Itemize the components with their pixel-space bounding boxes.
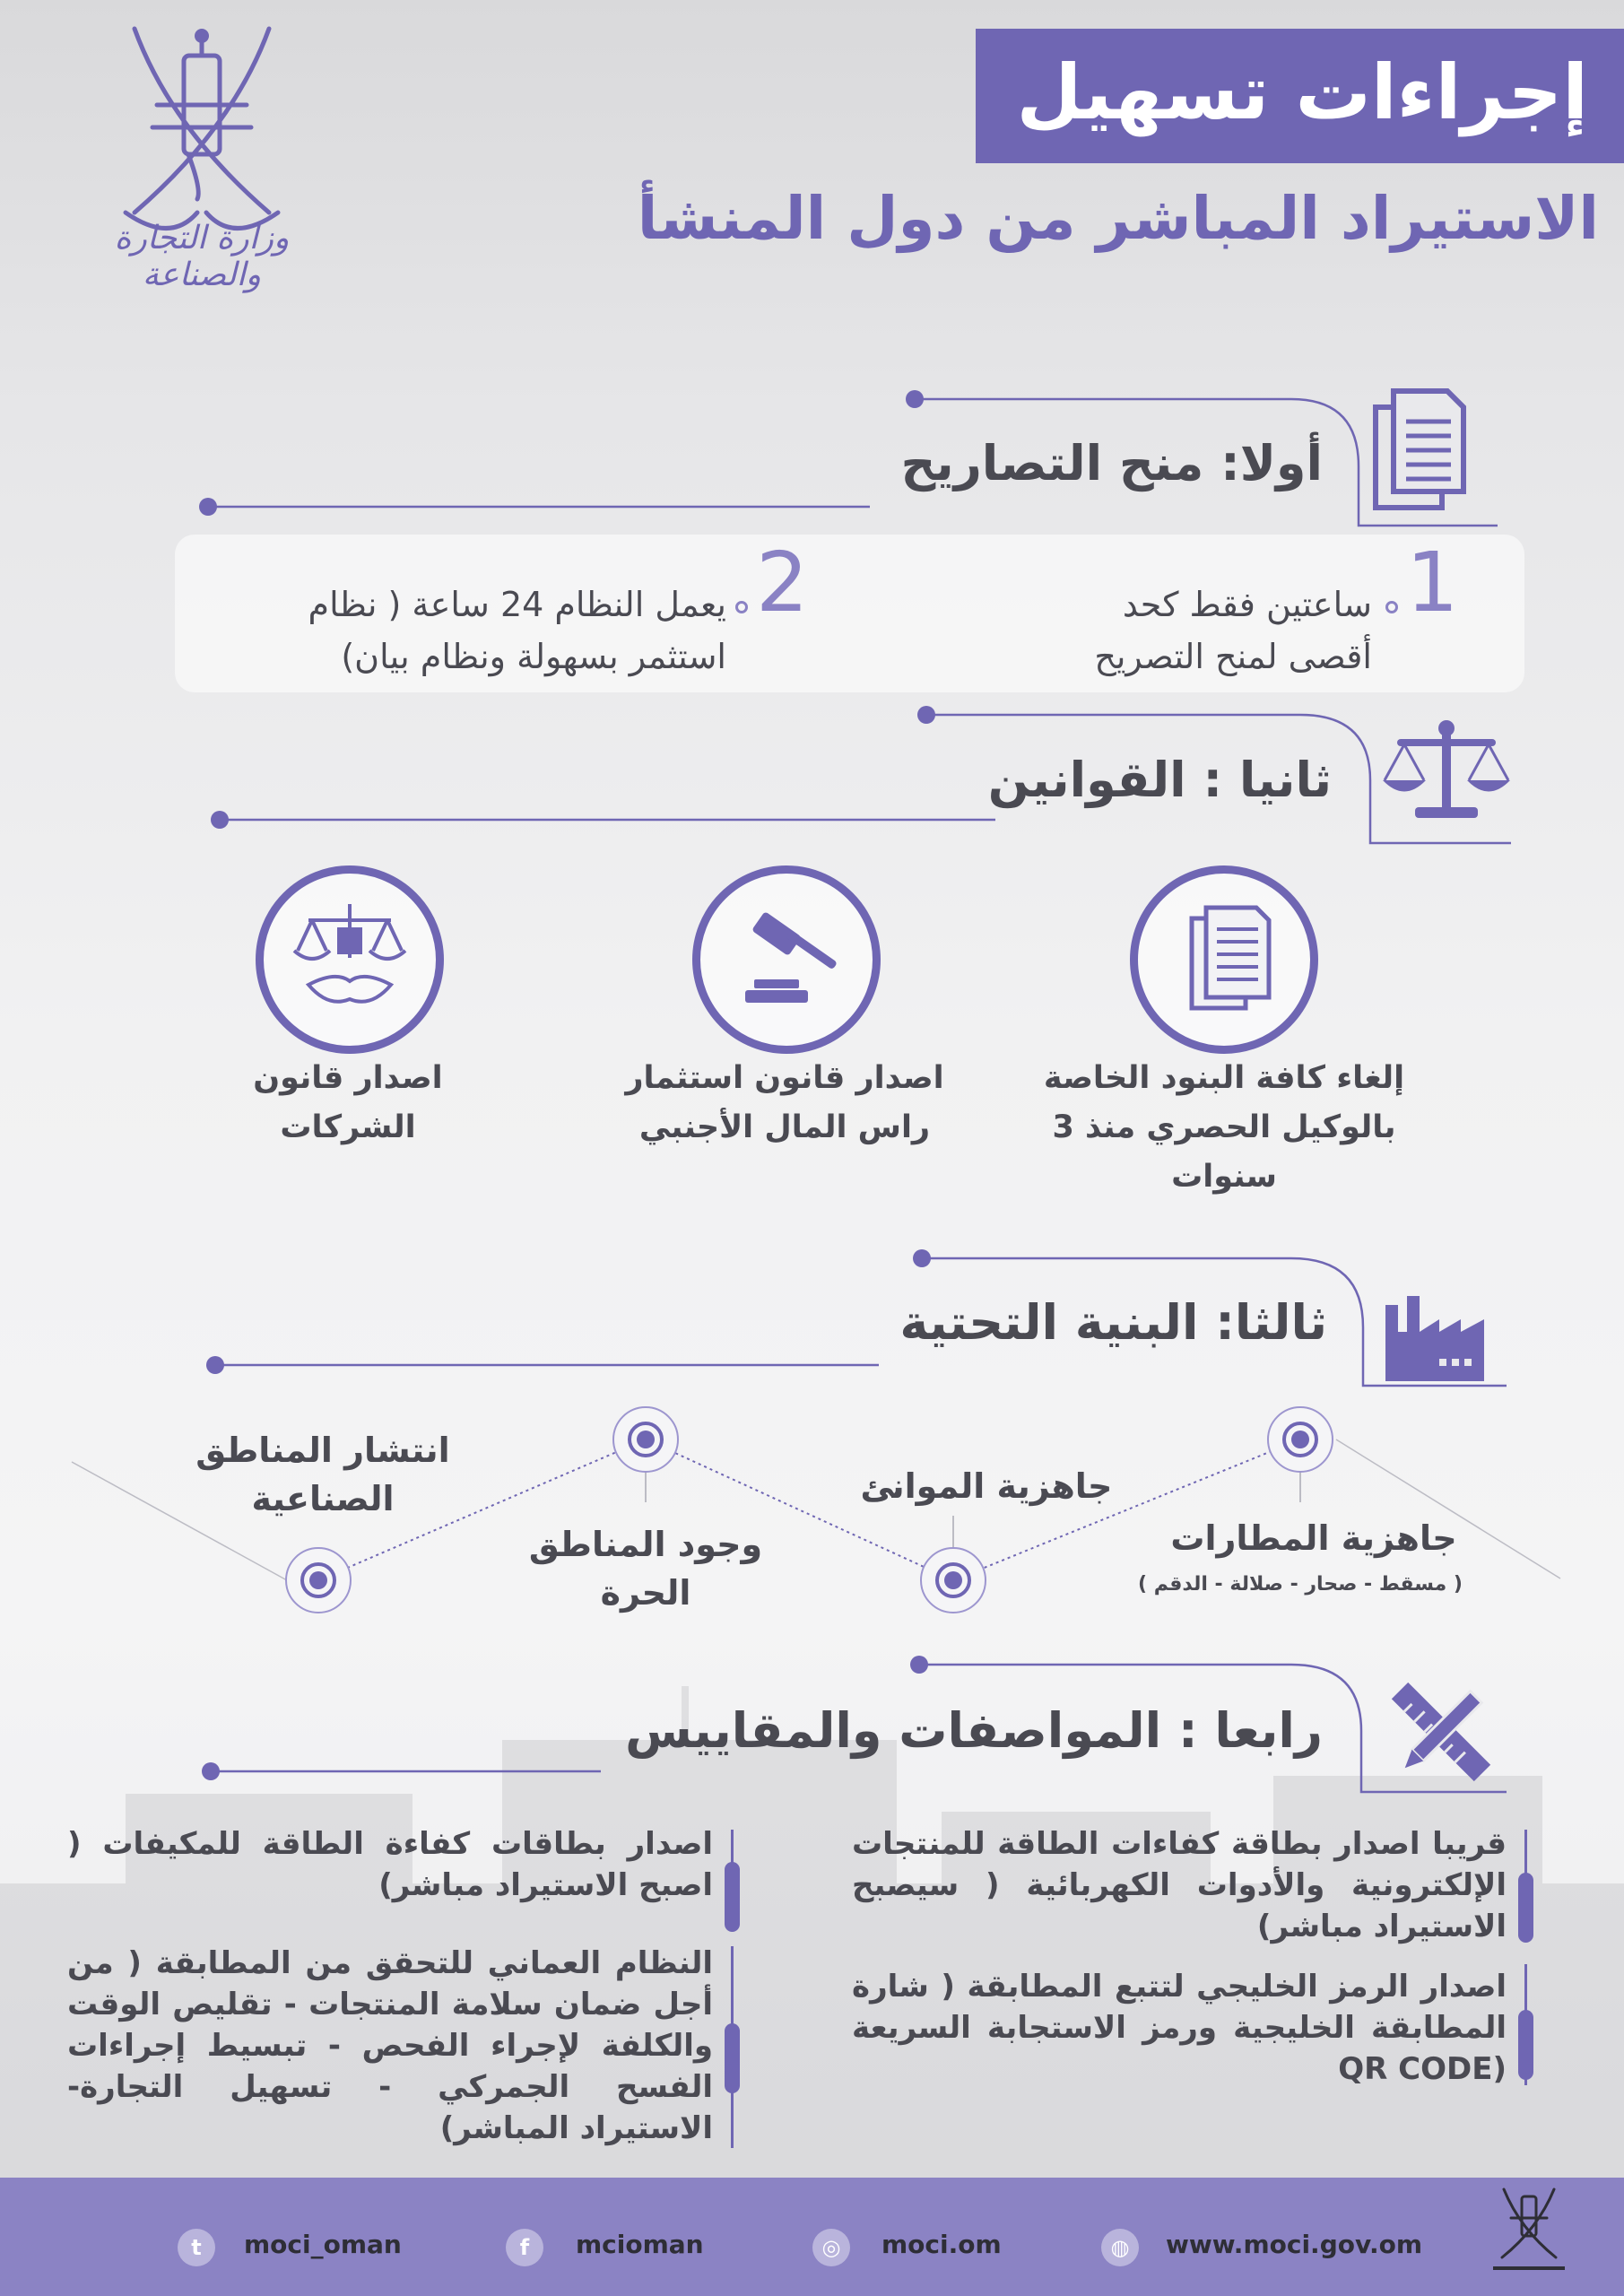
spec-item-4: النظام العماني للتحقق من المطابقة ( من أجل ضمان سلامة المنتجات - تقليص الوقت والكلفة لإجراء الفحص - تبسيط إجراءات الفسح الجمركي - تسهيل التجارة- الاستيراد المباشر) bbox=[67, 1945, 713, 2146]
spec-bar-4 bbox=[731, 1946, 734, 2148]
gavel-icon bbox=[718, 891, 855, 1028]
spec-item-3: اصدار بطاقات كفاءة الطاقة للمكيفات ( اصبح الاستيراد مباشر) bbox=[67, 1826, 713, 1903]
section-4-title: رابعا : المواصفات والمقاييس bbox=[625, 1702, 1323, 1759]
footer-facebook[interactable]: mcioman bbox=[576, 2230, 704, 2259]
ruler-pencil-icon bbox=[1388, 1679, 1494, 1785]
law-item-3: اصدار قانون الشركات bbox=[253, 1060, 443, 1145]
spec-bar-1 bbox=[1524, 1830, 1527, 1942]
section-3-title: ثالثا: البنية التحتية bbox=[899, 1294, 1327, 1351]
section-2-title: ثانيا : القوانين bbox=[987, 752, 1332, 808]
permit-item-2: يعمل النظام 24 ساعة ( نظام استثمر بسهولة ونظام بيان) bbox=[308, 585, 726, 676]
section-1-title: أولا: منح التصاريح bbox=[900, 435, 1323, 491]
infra-free-zones: وجود المناطق الحرة bbox=[528, 1525, 763, 1613]
page-title: إجراءات تسهيل bbox=[1016, 48, 1588, 136]
law-circle-documents bbox=[1130, 865, 1318, 1054]
item-number-2: 2 bbox=[756, 535, 809, 631]
infra-ports: جاهزية الموانئ bbox=[860, 1466, 1113, 1506]
factory-icon bbox=[1385, 1296, 1493, 1381]
instagram-icon[interactable]: ◎ bbox=[812, 2229, 850, 2266]
item-number-1-dot bbox=[1385, 601, 1398, 613]
law-item-2: اصدار قانون استثمار راس المال الأجنبي bbox=[625, 1060, 944, 1145]
permit-item-1: ساعتين فقط كحد أقصى لمنح التصريح bbox=[1094, 585, 1372, 676]
spec-item-1: قريبا اصدار بطاقة كفاءات الطاقة للمنتجات الإلكترونية والأدوات الكهربائية ( سيصبح الاستيراد مباشر) bbox=[852, 1826, 1507, 1944]
law-circle-companies bbox=[256, 865, 444, 1054]
law-circle-gavel bbox=[692, 865, 881, 1054]
infra-industrial-zones: انتشار المناطق الصناعية bbox=[195, 1431, 450, 1518]
spec-bar-3 bbox=[731, 1830, 734, 1915]
page-subtitle: الاستيراد المباشر من دول المنشأ bbox=[637, 184, 1599, 253]
website-icon[interactable]: ◍ bbox=[1101, 2229, 1139, 2266]
facebook-icon[interactable]: f bbox=[506, 2229, 543, 2266]
twitter-icon[interactable]: t bbox=[178, 2229, 215, 2266]
footer-twitter[interactable]: moci_oman bbox=[244, 2230, 402, 2259]
document-icon bbox=[1370, 386, 1469, 516]
item-number-2-dot bbox=[735, 601, 748, 613]
spec-item-2: اصدار الرمز الخليجي لتتبع المطابقة ( شارة المطابقة الخليجية ورمز الاستجابة السريعة (QR CODE bbox=[852, 1969, 1507, 2087]
infra-airports: جاهزية المطارات bbox=[1170, 1518, 1457, 1558]
title-banner bbox=[976, 29, 1624, 163]
footer-emblem-icon bbox=[1484, 2184, 1574, 2283]
footer-instagram[interactable]: moci.om bbox=[881, 2230, 1002, 2259]
scales-icon bbox=[1379, 718, 1514, 825]
documents-icon bbox=[1156, 891, 1292, 1028]
ministry-logo-text: وزارة التجارة والصناعة bbox=[114, 220, 290, 293]
footer-website[interactable]: www.moci.gov.om bbox=[1166, 2230, 1422, 2259]
infra-airports-cities: ( مسقط - صحار - صلالة - الدقم ) bbox=[1138, 1573, 1463, 1596]
spec-bar-2 bbox=[1524, 1964, 1527, 2085]
law-item-1: إلغاء كافة البنود الخاصة بالوكيل الحصري منذ 3 سنوات bbox=[1043, 1060, 1405, 1195]
item-number-1: 1 bbox=[1406, 535, 1459, 631]
handshake-scales-icon bbox=[282, 891, 418, 1028]
